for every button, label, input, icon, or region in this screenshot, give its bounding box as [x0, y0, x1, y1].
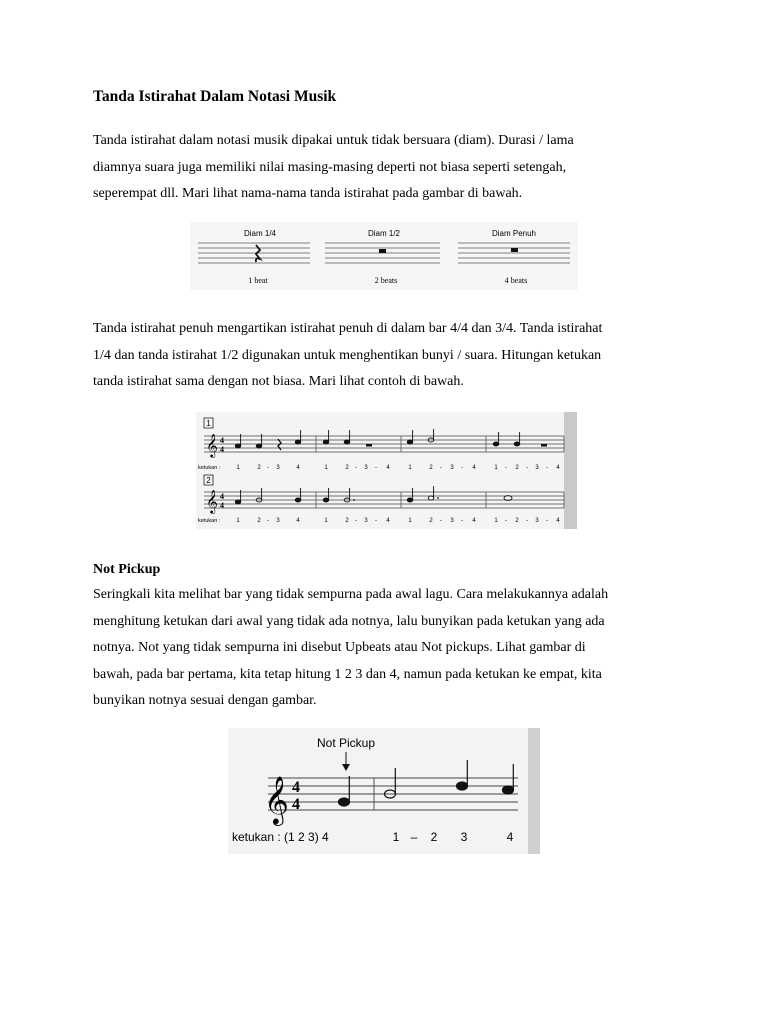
examples-figure-svg [196, 412, 577, 529]
count-label: 1 [408, 518, 412, 524]
pickup-label: Not Pickup [316, 736, 376, 750]
count-label: 3 [450, 518, 454, 524]
count-label: - [505, 518, 507, 524]
count-label: 2 [257, 518, 261, 524]
count-label: - [440, 465, 442, 471]
text-line: notnya. Not yang tidak sempurna ini disebut Upbeats atau Not pickups. Lihat gambar di [93, 640, 586, 655]
arrow-down-icon [342, 764, 350, 771]
count-label: 1 [236, 518, 240, 524]
rests-figure-svg [190, 222, 578, 290]
beat-label-whole: 4 beats [504, 276, 528, 285]
count-label: - [355, 518, 357, 524]
count-label: 4 [472, 518, 476, 524]
example-number-2: 2 [206, 476, 211, 485]
beat-label-quarter: 1 beat [248, 276, 268, 285]
ketukan-label: ketukan : [198, 518, 221, 524]
count-label: - [375, 465, 377, 471]
count-label: 3 [450, 465, 454, 471]
count-label: 3 [364, 465, 368, 471]
time-signature-top-icon: 4 [220, 492, 224, 501]
pickup-figure-svg [228, 728, 540, 854]
count-label: 2 [429, 465, 433, 471]
rest-label-quarter: Diam 1/4 [243, 229, 277, 238]
count-label: 1 [494, 518, 498, 524]
half-rest-icon [379, 249, 386, 253]
count-label: 2 [429, 518, 433, 524]
count-label: 4 [386, 518, 390, 524]
pickup-figure [228, 728, 540, 854]
text-line: menghitung ketukan dari awal yang tidak ada notnya, lalu bunyikan pada ketukan yang ada [93, 613, 605, 629]
treble-clef-icon: 𝄞 [206, 489, 218, 513]
text-line: bunyikan notnya sesuai dengan gambar. [93, 693, 317, 708]
count-label: 3 [535, 518, 539, 524]
ketukan-label: ketukan : [198, 465, 221, 471]
section2-paragraph [93, 582, 673, 715]
count-label: 4 [296, 518, 300, 524]
count-label: – [410, 830, 418, 844]
paragraph-2 [93, 316, 673, 396]
text-line: 1/4 dan tanda istirahat 1/2 digunakan untuk menghentikan bunyi / suara. Hitungan ketukan [93, 347, 602, 363]
time-signature-top-icon: 4 [220, 436, 224, 445]
count-label: - [461, 518, 463, 524]
count-label: - [267, 518, 269, 524]
whole-rest-icon [511, 248, 518, 252]
time-signature-bottom-icon: 4 [220, 501, 224, 510]
text-line: Tanda istirahat dalam notasi musik dipakai untuk tidak bersuara (diam). Durasi / lama [93, 133, 574, 148]
count-label: 3 [535, 465, 539, 471]
count-label: - [546, 518, 548, 524]
beat-label-half: 2 beats [374, 276, 398, 285]
count-label: 2 [430, 830, 438, 844]
count-label: - [526, 518, 528, 524]
text-line: tanda istirahat sama dengan not biasa. Mari lihat contoh di bawah. [93, 374, 464, 389]
text-line: diamnya suara juga memiliki nilai masing-masing deperti not biasa seperti setengah, [93, 159, 567, 175]
examples-figure [196, 412, 577, 529]
count-label: 4 [556, 465, 560, 471]
count-label: 2 [345, 518, 349, 524]
count-label: 1 [392, 830, 400, 844]
count-label: - [440, 518, 442, 524]
count-label: 1 [236, 465, 240, 471]
text-line: Seringkali kita melihat bar yang tidak sempurna pada awal lagu. Cara melakukannya adalah [93, 587, 609, 602]
count-label: 1 [494, 465, 498, 471]
count-label: 3 [460, 830, 468, 844]
time-signature-top-icon: 4 [292, 779, 300, 796]
count-label: 3 [364, 518, 368, 524]
treble-clef-icon: 𝄞 [264, 775, 289, 824]
count-label: 4 [386, 465, 390, 471]
time-signature-bottom-icon: 4 [220, 445, 224, 454]
rests-figure [190, 222, 578, 290]
count-label: - [355, 465, 357, 471]
time-signature-bottom-icon: 4 [292, 796, 300, 813]
count-label: 4 [506, 830, 514, 844]
count-label: - [267, 465, 269, 471]
count-label: - [526, 465, 528, 471]
text-line: bawah, pada bar pertama, kita tetap hitung 1 2 3 dan 4, namun pada ketukan ke empat, kita [93, 666, 602, 682]
section-heading-not-pickup: Not Pickup [93, 562, 161, 577]
count-label: 1 [324, 465, 328, 471]
count-label: 2 [257, 465, 261, 471]
count-label: 3 [276, 518, 280, 524]
count-label: 2 [515, 465, 519, 471]
text-line: Tanda istirahat penuh mengartikan istirahat penuh di dalam bar 4/4 dan 3/4. Tanda istirahat [93, 321, 603, 336]
rest-label-half: Diam 1/2 [367, 229, 401, 238]
pickup-ketukan-label: ketukan : (1 2 3) 4 [232, 830, 329, 844]
text-line: seperempat dll. Mari lihat nama-nama tanda istirahat pada gambar di bawah. [93, 186, 523, 201]
count-label: 4 [296, 465, 300, 471]
count-label: - [461, 465, 463, 471]
count-label: 1 [408, 465, 412, 471]
example-number-1: 1 [206, 419, 211, 428]
count-label: 1 [324, 518, 328, 524]
count-label: 2 [515, 518, 519, 524]
count-label: 4 [472, 465, 476, 471]
count-label: 2 [345, 465, 349, 471]
intro-paragraph [93, 128, 673, 208]
quarter-rest-icon [256, 245, 260, 262]
count-label: - [505, 465, 507, 471]
rest-label-whole: Diam Penuh [491, 229, 537, 238]
count-label: - [375, 518, 377, 524]
count-label: 4 [556, 518, 560, 524]
page-title: Tanda Istirahat Dalam Notasi Musik [93, 88, 337, 105]
count-label: 3 [276, 465, 280, 471]
count-label: - [546, 465, 548, 471]
treble-clef-icon: 𝄞 [206, 433, 218, 457]
